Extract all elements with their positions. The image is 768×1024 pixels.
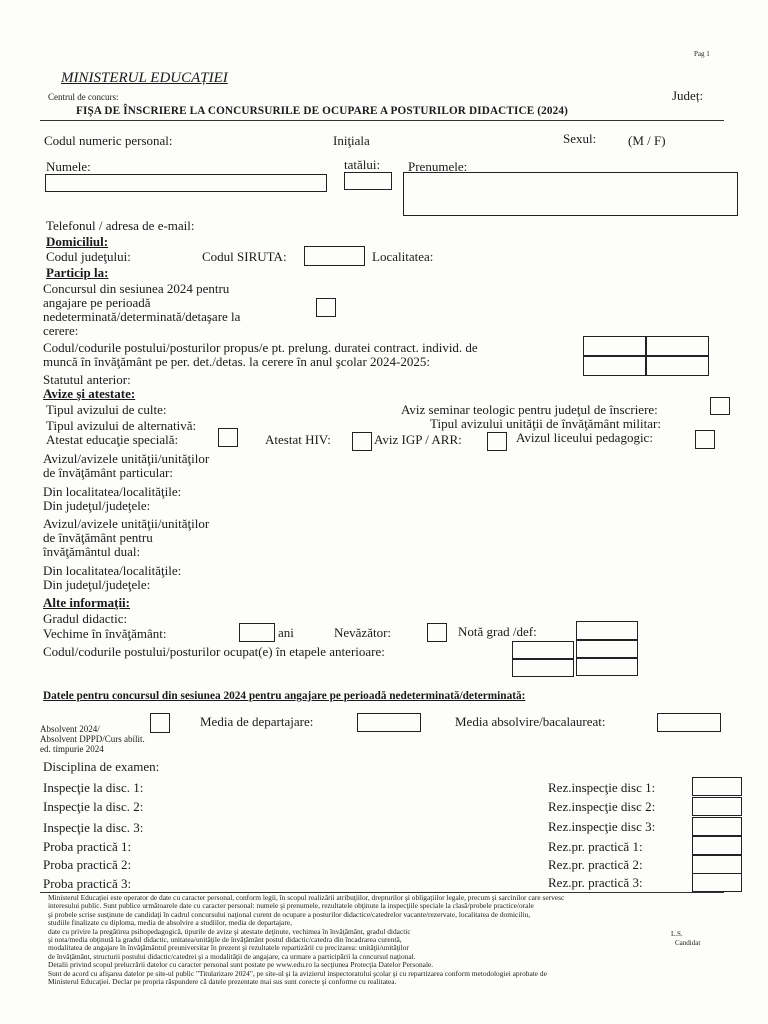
footer-rule [40,892,724,893]
footer-line: studiile finalizate cu diploma, media de absolvire a studiilor, media de departajare, [48,919,292,928]
dual-county-label: Din judeţul/judeţele: [43,577,151,592]
private-county-label: Din judeţul/judeţele: [43,498,151,513]
private-approval-text-1: Avizul/avizele unităţii/unităţilor [43,451,210,466]
footer-line: şi nota/media obţinută la gradul didactic, unitatea/unităţile de învăţământ postul didactic/catedra din încadrarea curentă, [48,936,402,945]
practical-2-label: Proba practică 2: [43,857,132,872]
dual-locality-label: Din localitatea/localităţile: [43,563,182,578]
seminary-checkbox[interactable] [710,397,730,415]
inspection-result-3-label: Rez.inspecţie disc 3: [548,819,656,834]
occupied-posts-label: Codul/codurile postului/posturilor ocupat(e) în etapele anterioare: [43,644,385,659]
dual-approval-text-3: învăţământul dual: [43,544,141,559]
footer-line: şi probele scrise susţinute de candidaţi în cadrul concursului naţional curent de ocupare a posturilor didactice/catedrelor vacante/rezervate, localitatea de domiciliu, [48,910,531,919]
occupied-field-2[interactable] [576,640,638,658]
practical-1-label: Proba practică 1: [43,839,132,854]
special-ed-label: Atestat educaţie specială: [46,432,179,447]
dual-approval-text-1: Avizul/avizele unităţii/unităţilor [43,516,210,531]
post-code-field-2[interactable] [646,336,709,356]
center-label: Centrul de concurs: [48,92,119,102]
alternative-approval-label: Tipul avizului de alternativă: [46,418,197,433]
footer-line: date cu privire la pregătirea psihopedagogică, tipurile de avize şi atestate deţinute, vechimea în învăţământ, gradul didactic [48,927,411,936]
session-heading: Datele pentru concursul din sesiunea 2024 pentru angajare pe perioadă nedeterminată/determinată: [43,690,526,702]
approvals-heading: Avize şi atestate: [43,386,136,401]
footer-line: Detalii privind scopul prelucrării datelor cu caracter personal sunt postate pe www.edu.ro la secţiunea Protecţia Datelor Personale. [48,961,434,970]
blind-label: Nevăzător: [334,625,392,640]
hiv-checkbox[interactable] [352,432,372,451]
seminary-approval-label: Aviz seminar teologic pentru judeţul de înscriere: [401,402,658,417]
blind-checkbox[interactable] [427,623,447,642]
post-code-field-4[interactable] [646,356,709,376]
county-header-label: Județ: [672,88,704,103]
sex-options: (M / F) [628,133,666,148]
tiebreak-average-field[interactable] [357,713,421,732]
practical-result-3-field[interactable] [692,873,742,892]
footer-line: interesului public. Sunt publice următoarele date cu caracter personal: numele şi prenumele, rezultatele obţinute la inspecţiile speciale la clasă/probele practice/orale [48,902,534,911]
hiv-label: Atestat HIV: [265,432,331,447]
graduation-average-label: Media absolvire/bacalaureat: [455,714,606,729]
occupied-field-3[interactable] [512,659,574,677]
participation-heading: Particip la: [46,265,109,280]
grade-label: Notă grad /def: [458,624,537,639]
father-initial-label: tatălui: [344,157,381,172]
graduation-average-field[interactable] [657,713,721,732]
lastname-label: Numele: [46,159,91,174]
private-locality-label: Din localitatea/localităţile: [43,484,182,499]
pedagogical-checkbox[interactable] [695,430,715,449]
graduate-text-2: Absolvent DPPD/Curs abilit. [40,734,145,744]
siruta-field[interactable] [304,246,365,266]
inspection-result-3-field[interactable] [692,817,742,836]
candidate-label: Candidat [672,939,703,947]
seniority-field[interactable] [239,623,275,642]
initial-label: Iniţiala [333,133,370,148]
footer-line: de învăţământ, structurii postului didactic/catedrei şi a modalităţii de angajare, ca urmare a participării la concursul naţional. [48,952,416,961]
page-number: Pag 1 [694,50,710,58]
previous-status-label: Statutul anterior: [43,372,131,387]
practical-3-label: Proba practică 3: [43,876,132,891]
practical-result-3-label: Rez.pr. practică 3: [548,875,643,890]
post-code-field-1[interactable] [583,336,646,356]
other-info-heading: Alte informaţii: [43,595,131,610]
post-code-text-1: Codul/codurile postului/posturilor propus/e pt. prelung. duratei contract. individ. de [43,340,478,355]
ministry-name: MINISTERUL EDUCAȚIEI [61,70,228,86]
contest-text-2: angajare pe perioadă [43,295,151,310]
inspection-result-1-field[interactable] [692,777,742,796]
graduate-text-1: Absolvent 2024/ [40,724,100,734]
grade-field[interactable] [576,621,638,640]
footer-line: Sunt de acord cu afişarea datelor pe site-ul public "Titularizare 2024", pe site-ul şi la avizierul inspectoratului şcolar şi cu repartizarea conform metodologiei aprobate de [48,969,547,978]
father-initial-field[interactable] [344,172,392,190]
county-code-label: Codul judeţului: [46,249,131,264]
contest-checkbox[interactable] [316,298,336,317]
phone-email-label: Telefonul / adresa de e-mail: [46,218,195,233]
inspection-result-2-field[interactable] [692,797,742,816]
post-code-field-3[interactable] [583,356,646,376]
practical-result-2-field[interactable] [692,855,742,874]
special-ed-checkbox[interactable] [218,428,238,447]
inspection-result-1-label: Rez.inspecţie disc 1: [548,780,656,795]
inspection-result-2-label: Rez.inspecţie disc 2: [548,799,656,814]
locality-label: Localitatea: [372,249,434,264]
occupied-field-4[interactable] [576,658,638,676]
cult-approval-label: Tipul avizului de culte: [46,402,167,417]
exam-discipline-label: Disciplina de examen: [43,759,160,774]
seniority-label: Vechime în învăţământ: [43,626,167,641]
inspection-2-label: Inspecţie la disc. 2: [43,799,144,814]
practical-result-2-label: Rez.pr. practică 2: [548,857,643,872]
firstname-label: Prenumele: [408,159,468,174]
firstname-field[interactable] [403,172,738,216]
header-rule [40,120,724,121]
inspection-3-label: Inspecţie la disc. 3: [43,820,144,835]
teaching-degree-label: Gradul didactic: [43,611,128,626]
igp-checkbox[interactable] [487,432,507,451]
domicile-heading: Domiciliul: [46,234,109,249]
footer-line: modalitatea de angajare în învăţământul preuniversitar în prezent şi rezultatele repartizării cu precizarea: unităţii/unităţilor [48,944,409,953]
occupied-field-1[interactable] [512,641,574,659]
siruta-label: Codul SIRUTA: [202,249,287,264]
post-code-text-2: muncă în învăţământ pe per. det./detas. la cerere în anul şcolar 2024-2025: [43,354,430,369]
cnp-label: Codul numeric personal: [44,133,173,148]
pedagogical-label: Avizul liceului pedagogic: [516,430,653,445]
form-title: FIŞA DE ÎNSCRIERE LA CONCURSURILE DE OCUPARE A POSTURILOR DIDACTICE (2024) [76,105,569,117]
footer-notice [48,894,720,986]
tiebreak-average-label: Media de departajare: [200,714,314,729]
graduate-checkbox[interactable] [150,713,170,733]
sex-label: Sexul: [563,131,597,146]
inspection-1-label: Inspecţie la disc. 1: [43,780,144,795]
footer-line: Ministerul Educaţiei. Declar pe propria răspundere că datele prezentate mai sus sunt corecte şi conforme cu realitatea. [48,978,397,987]
igp-label: Aviz IGP / ARR: [374,432,462,447]
stamp-label: L.S. [668,930,686,938]
footer-line: Ministerul Educaţiei este operator de date cu caracter personal, conform legii, în scopul realizării atribuţiilor, drepturilor şi obligaţiilor legale, precum şi sarcinilor care servesc [48,894,565,902]
dual-approval-text-2: de învăţământ pentru [43,530,153,545]
military-approval-label: Tipul avizului unităţii de învăţământ militar: [430,416,661,431]
graduate-text-3: ed. timpurie 2024 [40,744,104,754]
contest-text-1: Concursul din sesiunea 2024 pentru [43,281,230,296]
contest-text-4: cerere: [43,323,79,338]
practical-result-1-field[interactable] [692,836,742,855]
lastname-field[interactable] [45,174,327,192]
private-approval-text-2: de învăţământ particular: [43,465,173,480]
practical-result-1-label: Rez.pr. practică 1: [548,839,643,854]
contest-text-3: nedeterminată/determinată/detaşare la [43,309,241,324]
years-label: ani [278,625,294,640]
